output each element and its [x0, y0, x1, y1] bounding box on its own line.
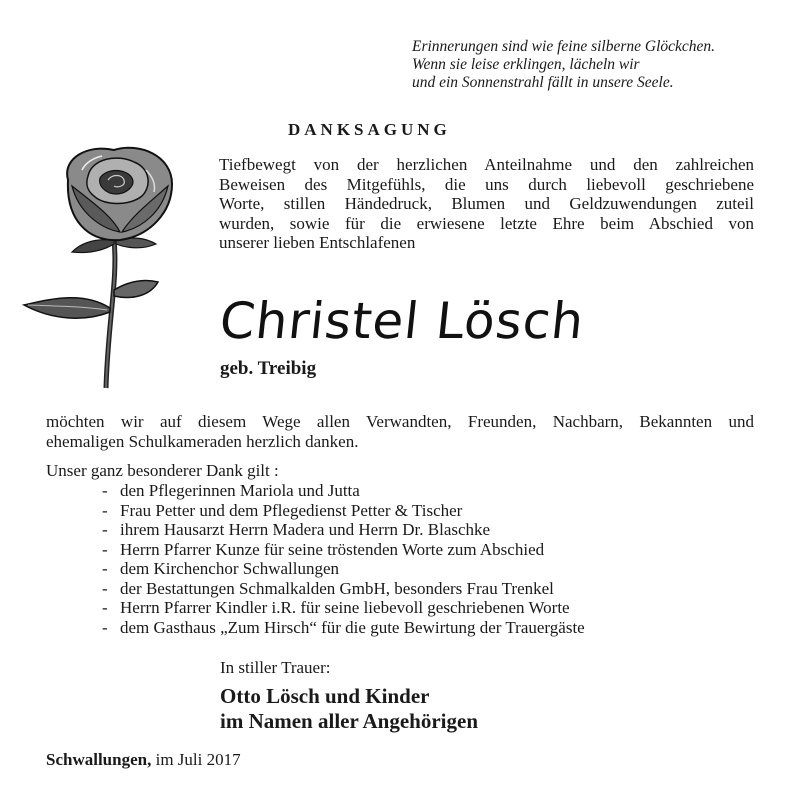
list-item: [102, 481, 585, 501]
place-date: [46, 750, 241, 770]
poem-line: Wenn sie leise erklingen, lächeln wir: [412, 56, 640, 73]
list-bullet: -: [102, 578, 108, 598]
rose-icon: [22, 140, 212, 390]
list-item-text: der Bestattungen Schmalkalden GmbH, besonders Frau Trenkel: [120, 578, 554, 598]
list-bullet: -: [102, 481, 108, 500]
thanks-line: möchten wir auf diesem Wege allen Verwandten, Freunden, Nachbarn, Bekannten und: [46, 412, 754, 431]
mourning-label: In stiller Trauer:: [220, 658, 331, 677]
poem-quote: [412, 38, 772, 92]
list-item-text: Herrn Pfarrer Kunze für seine tröstenden Worte zum Abschied: [120, 539, 545, 559]
list-item-text: dem Gasthaus „Zum Hirsch“ für die gute Bewirtung der Trauergäste: [120, 617, 585, 637]
deceased-name: Christel Lösch: [216, 292, 588, 350]
intro-line: wurden, sowie für die erwiesene letzte Ehre beim Abschied von: [219, 213, 754, 233]
intro-paragraph: [219, 155, 754, 253]
list-item: [102, 618, 585, 638]
list-item: [102, 598, 585, 618]
list-item: [102, 540, 585, 560]
list-item: [102, 579, 585, 599]
date-text: im Juli 2017: [155, 750, 241, 769]
special-thanks-intro: Unser ganz besonderer Dank gilt :: [46, 461, 279, 480]
special-thanks-list: [102, 481, 585, 637]
intro-line: Worte, stillen Händedruck, Blumen und Geldzuwendungen zuteil: [219, 194, 754, 213]
list-bullet: -: [102, 598, 108, 617]
thanks-paragraph: [46, 412, 754, 451]
list-item: [102, 520, 585, 540]
list-item-text: Frau Petter und dem Pflegedienst Petter & Tischer: [120, 500, 463, 520]
list-bullet: -: [102, 539, 108, 559]
list-bullet: -: [102, 559, 108, 578]
list-item-text: dem Kirchenchor Schwallungen: [120, 559, 340, 578]
list-item: [102, 559, 585, 579]
list-item-text: Herrn Pfarrer Kindler i.R. für seine liebevoll geschriebenen Worte: [120, 598, 570, 617]
list-item-text: den Pflegerinnen Mariola und Jutta: [120, 481, 360, 500]
signer-line: Otto Lösch und Kinder: [220, 684, 430, 708]
thanks-line: ehemaligen Schulkameraden herzlich danken.: [46, 431, 359, 451]
signer-line: im Namen aller Angehörigen: [220, 709, 479, 733]
intro-line: Beweisen des Mitgefühls, die uns durch liebevoll geschriebene: [219, 174, 754, 194]
place-name: Schwallungen,: [46, 750, 152, 769]
heading-danksagung: DANKSAGUNG: [288, 120, 451, 139]
list-item-text: ihrem Hausarzt Herrn Madera und Herrn Dr. Blaschke: [120, 520, 491, 539]
list-item: [102, 501, 585, 521]
list-bullet: -: [102, 617, 108, 637]
poem-line: und ein Sonnenstrahl fällt in unsere Seele.: [412, 74, 674, 91]
poem-line: Erinnerungen sind wie feine silberne Glöckchen.: [412, 38, 716, 55]
maiden-name: geb. Treibig: [220, 358, 317, 379]
signers-block: [220, 684, 478, 734]
intro-line: unserer lieben Entschlafenen: [219, 233, 416, 252]
list-bullet: -: [102, 500, 108, 520]
intro-line: Tiefbewegt von der herzlichen Anteilnahme und den zahlreichen: [219, 155, 754, 174]
list-bullet: -: [102, 520, 108, 539]
